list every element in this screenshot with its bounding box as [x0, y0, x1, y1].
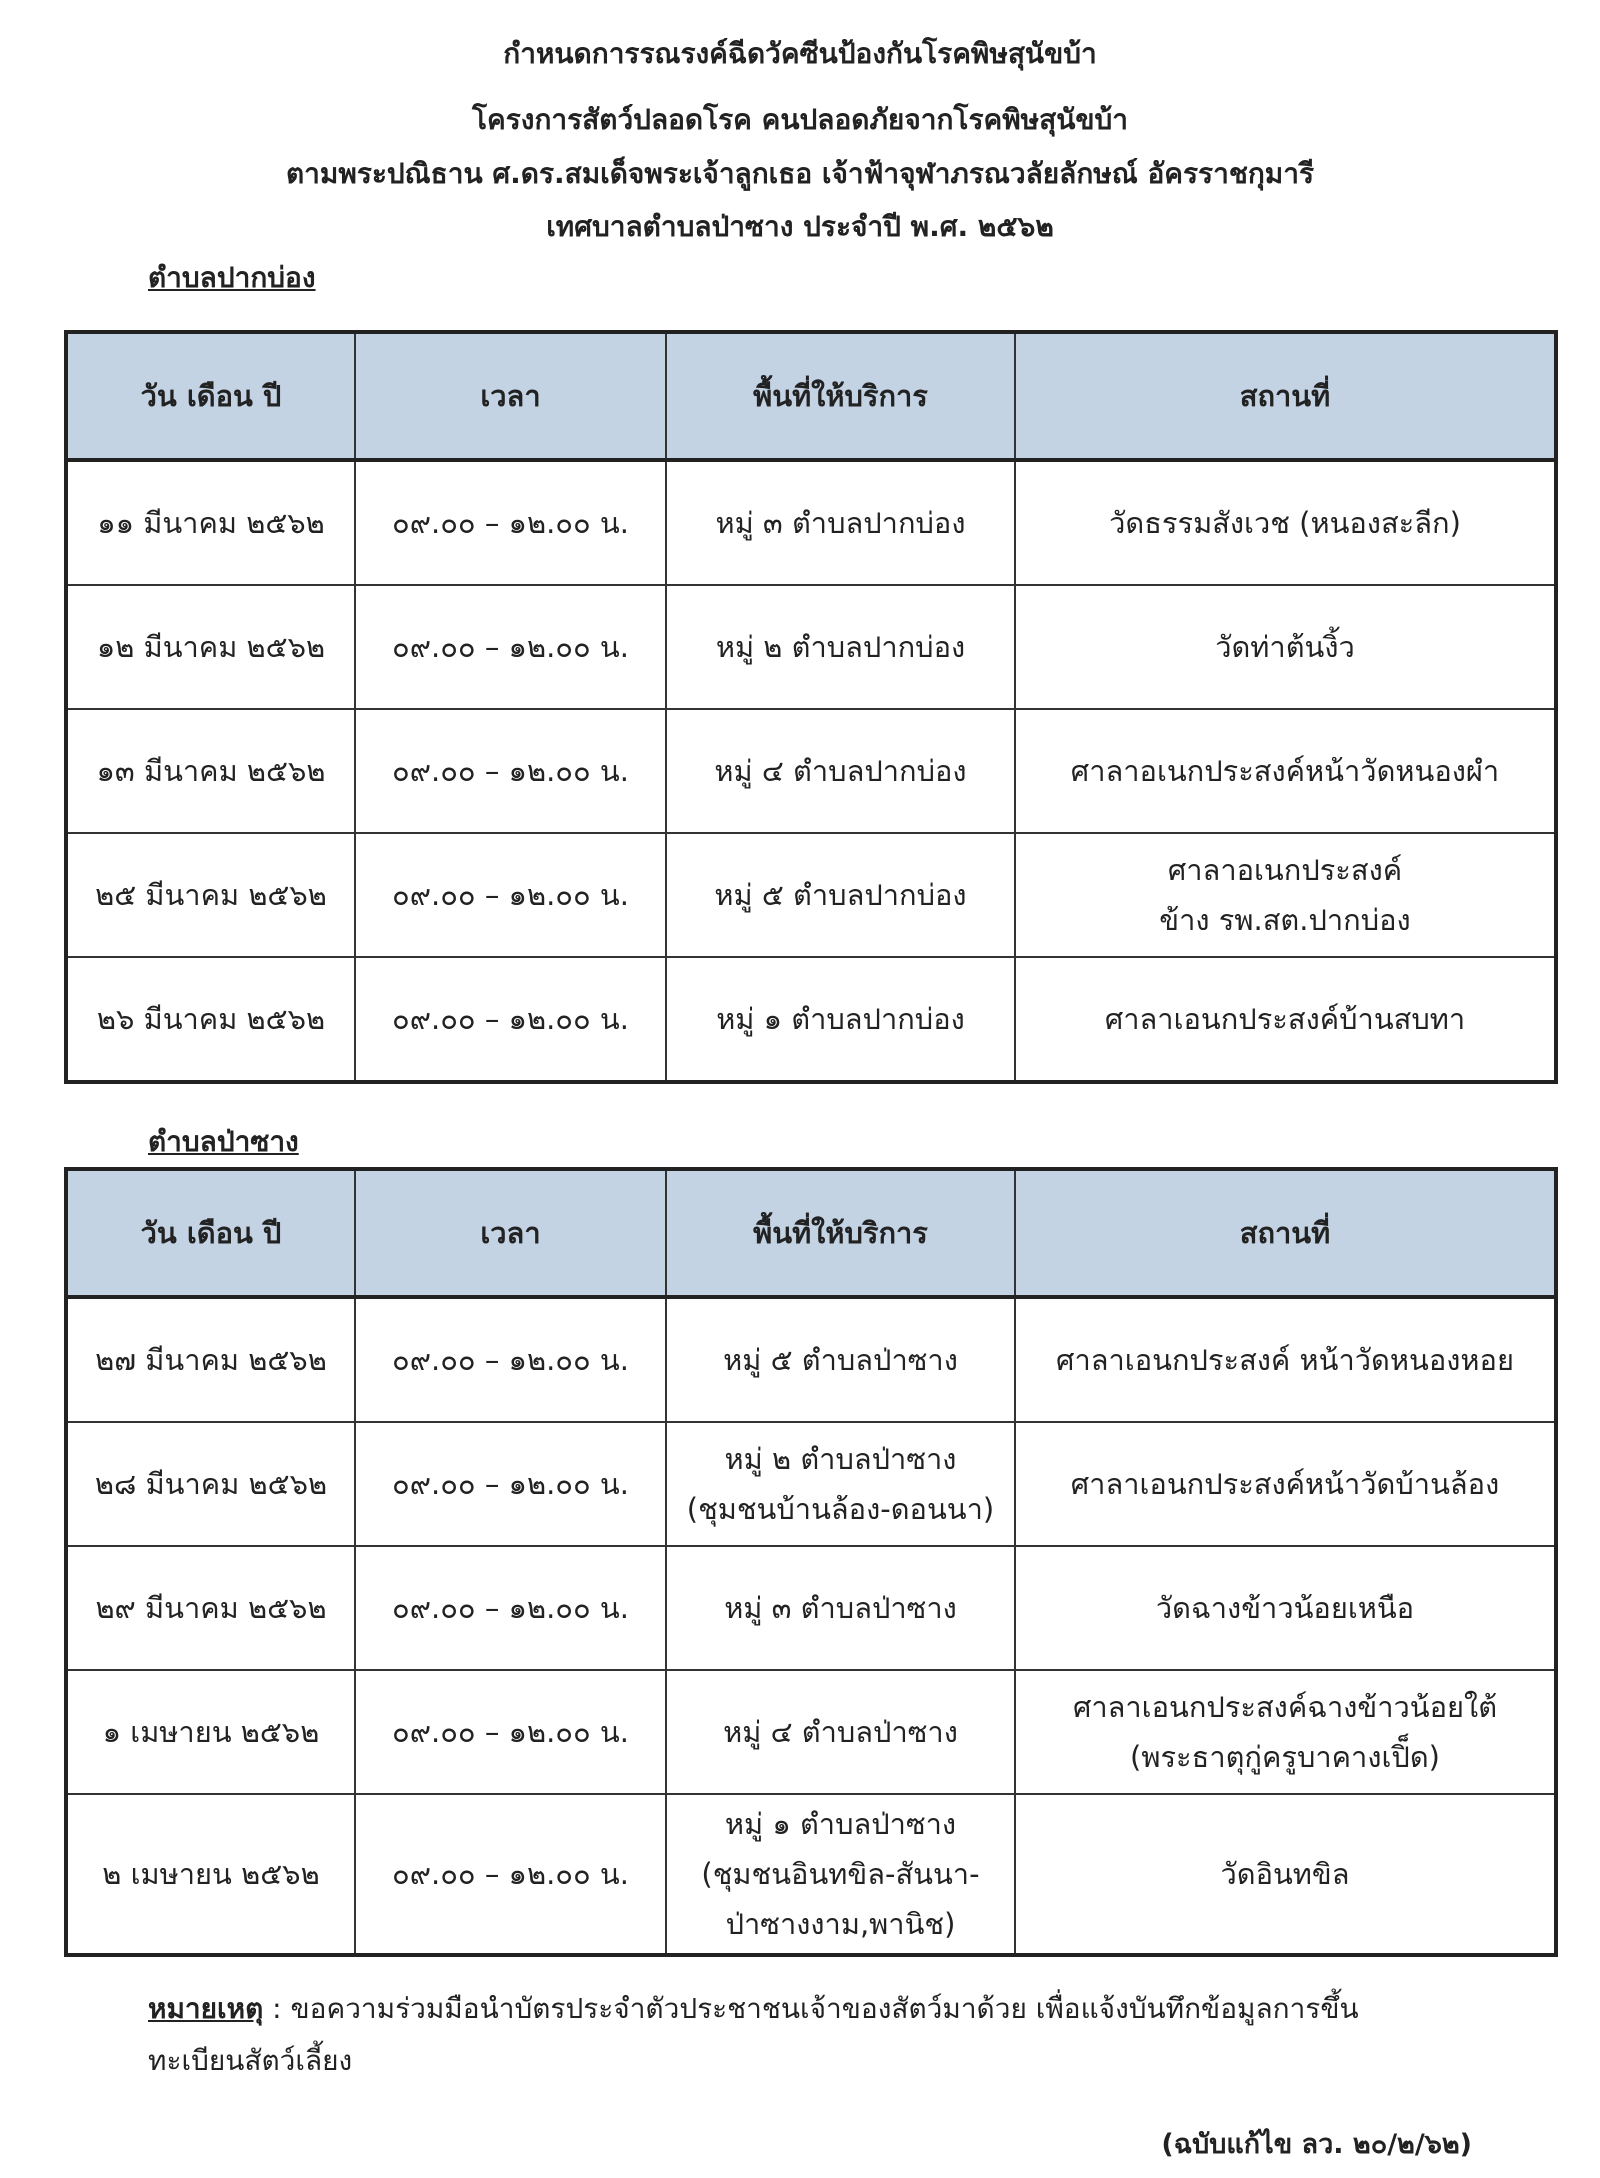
cell-place-line-1: ศาลาเอนกประสงค์ฉางข้าวน้อยใต้ — [1072, 1690, 1498, 1724]
cell-time: ๐๙.๐๐ – ๑๒.๐๐ น. — [355, 709, 666, 833]
table-row — [66, 709, 1556, 833]
cell-date: ๑ เมษายน ๒๕๖๒ — [66, 1670, 355, 1794]
cell-area: หมู่ ๔ ตำบลปากบ่อง — [666, 709, 1015, 833]
cell-time: ๐๙.๐๐ – ๑๒.๐๐ น. — [355, 1422, 666, 1546]
cell-place: ศาลาเอนกประสงค์ หน้าวัดหนองหอย — [1015, 1297, 1556, 1422]
table-row — [66, 1546, 1556, 1670]
cell-date: ๒๖ มีนาคม ๒๕๖๒ — [66, 957, 355, 1082]
cell-area-line-2: (ชุมชนบ้านล้อง-ดอนนา) — [686, 1492, 995, 1526]
table-row — [66, 460, 1556, 585]
cell-place — [1015, 1670, 1556, 1794]
cell-area: หมู่ ๓ ตำบลป่าซาง — [666, 1546, 1015, 1670]
table-row — [66, 585, 1556, 709]
cell-place: วัดธรรมสังเวช (หนองสะลีก) — [1015, 460, 1556, 585]
cell-date: ๒๕ มีนาคม ๒๕๖๒ — [66, 833, 355, 957]
cell-area-line-1: หมู่ ๑ ตำบลป่าซาง — [724, 1807, 957, 1841]
column-header-place: สถานที่ — [1015, 1169, 1556, 1297]
cell-time: ๐๙.๐๐ – ๑๒.๐๐ น. — [355, 460, 666, 585]
table-row — [66, 1670, 1556, 1794]
cell-date: ๑๒ มีนาคม ๒๕๖๒ — [66, 585, 355, 709]
section-label-pasang: ตำบลป่าซาง — [148, 1125, 299, 1158]
cell-area: หมู่ ๔ ตำบลป่าซาง — [666, 1670, 1015, 1794]
cell-place-line-1: ศาลาอเนกประสงค์ — [1167, 853, 1403, 887]
table-row — [66, 1297, 1556, 1422]
doc-title-line-3: ตามพระปณิธาน ศ.ดร.สมเด็จพระเจ้าลูกเธอ เจ้าฟ้าจุฬาภรณวลัยลักษณ์ อัครราชกุมารี — [286, 157, 1314, 190]
cell-place: วัดท่าต้นงิ้ว — [1015, 585, 1556, 709]
cell-area: หมู่ ๕ ตำบลปากบ่อง — [666, 833, 1015, 957]
cell-time: ๐๙.๐๐ – ๑๒.๐๐ น. — [355, 1297, 666, 1422]
cell-area-line-2: (ชุมชนอินทขิล-สันนา- — [701, 1857, 980, 1891]
cell-area: หมู่ ๒ ตำบลปากบ่อง — [666, 585, 1015, 709]
cell-date: ๑๑ มีนาคม ๒๕๖๒ — [66, 460, 355, 585]
cell-place — [1015, 833, 1556, 957]
cell-time: ๐๙.๐๐ – ๑๒.๐๐ น. — [355, 833, 666, 957]
cell-time: ๐๙.๐๐ – ๑๒.๐๐ น. — [355, 1670, 666, 1794]
cell-time: ๐๙.๐๐ – ๑๒.๐๐ น. — [355, 585, 666, 709]
cell-area-line-1: หมู่ ๒ ตำบลป่าซาง — [724, 1442, 957, 1476]
column-header-area: พื้นที่ให้บริการ — [666, 1169, 1015, 1297]
column-header-date: วัน เดือน ปี — [66, 1169, 355, 1297]
cell-place: ศาลาเอนกประสงค์หน้าวัดบ้านล้อง — [1015, 1422, 1556, 1546]
cell-place-line-2: ข้าง รพ.สต.ปากบ่อง — [1159, 903, 1411, 937]
column-header-place: สถานที่ — [1015, 332, 1556, 460]
section-label-pakbong: ตำบลปากบ่อง — [148, 261, 316, 294]
cell-time: ๐๙.๐๐ – ๑๒.๐๐ น. — [355, 1794, 666, 1955]
table-row — [66, 833, 1556, 957]
cell-place-line-2: (พระธาตุกู่ครูบาคางเปิ็ด) — [1130, 1740, 1440, 1774]
column-header-time: เวลา — [355, 332, 666, 460]
cell-place: ศาลาเอนกประสงค์บ้านสบทา — [1015, 957, 1556, 1082]
cell-date: ๒ เมษายน ๒๕๖๒ — [66, 1794, 355, 1955]
cell-place: วัดอินทขิล — [1015, 1794, 1556, 1955]
cell-area: หมู่ ๑ ตำบลปากบ่อง — [666, 957, 1015, 1082]
cell-area: หมู่ ๓ ตำบลปากบ่อง — [666, 460, 1015, 585]
table-row — [66, 1794, 1556, 1955]
column-header-area: พื้นที่ให้บริการ — [666, 332, 1015, 460]
table-row — [66, 957, 1556, 1082]
cell-place: วัดฉางข้าวน้อยเหนือ — [1015, 1546, 1556, 1670]
doc-title-line-1: กำหนดการรณรงค์ฉีดวัคซีนป้องกันโรคพิษสุนัขบ้า — [503, 37, 1097, 70]
cell-area-line-3: ป่าซางงาม,พานิช) — [725, 1907, 956, 1941]
cell-area — [666, 1794, 1015, 1955]
cell-time: ๐๙.๐๐ – ๑๒.๐๐ น. — [355, 1546, 666, 1670]
cell-date: ๒๗ มีนาคม ๒๕๖๒ — [66, 1297, 355, 1422]
schedule-table-pakbong — [64, 330, 1558, 1084]
table-header-row — [66, 332, 1556, 460]
column-header-date: วัน เดือน ปี — [66, 332, 355, 460]
cell-place: ศาลาอเนกประสงค์หน้าวัดหนองผำ — [1015, 709, 1556, 833]
revision-note: (ฉบับแก้ไข ลว. ๒๐/๒/๖๒) — [1161, 2129, 1472, 2160]
column-header-time: เวลา — [355, 1169, 666, 1297]
cell-date: ๑๓ มีนาคม ๒๕๖๒ — [66, 709, 355, 833]
remark-note — [148, 1983, 1448, 2087]
cell-date: ๒๘ มีนาคม ๒๕๖๒ — [66, 1422, 355, 1546]
cell-date: ๒๙ มีนาคม ๒๕๖๒ — [66, 1546, 355, 1670]
doc-title-line-2: โครงการสัตว์ปลอดโรค คนปลอดภัยจากโรคพิษสุนัขบ้า — [471, 103, 1129, 136]
cell-area: หมู่ ๕ ตำบลป่าซาง — [666, 1297, 1015, 1422]
remark-text: : ขอความร่วมมือนำบัตรประจำตัวประชาชนเจ้าของสัตว์มาด้วย เพื่อแจ้งบันทึกข้อมูลการขึ้นทะเบียนสัตว์เลี้ยง — [148, 1992, 1359, 2077]
cell-time: ๐๙.๐๐ – ๑๒.๐๐ น. — [355, 957, 666, 1082]
schedule-table-pasang — [64, 1167, 1558, 1957]
remark-label: หมายเหตุ — [148, 1992, 264, 2025]
table-header-row — [66, 1169, 1556, 1297]
doc-title-line-4: เทศบาลตำบลป่าซาง ประจำปี พ.ศ. ๒๕๖๒ — [546, 210, 1054, 243]
cell-area — [666, 1422, 1015, 1546]
table-row — [66, 1422, 1556, 1546]
